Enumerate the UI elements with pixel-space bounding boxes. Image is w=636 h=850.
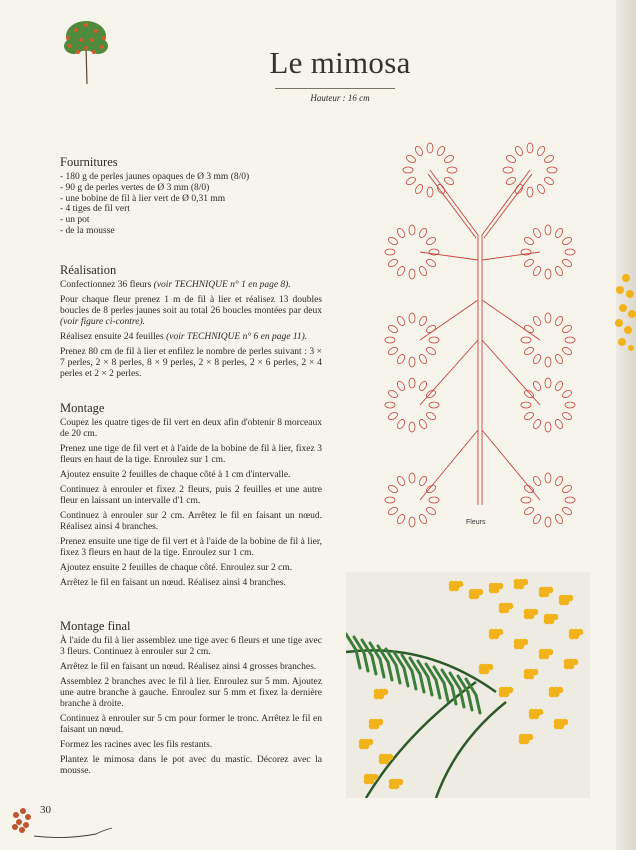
montage-heading: Montage	[60, 401, 105, 415]
page-title: Le mimosa	[269, 45, 411, 80]
paragraph: Prenez 80 cm de fil à lier et enfilez le nombre de perles suivant : 3 × 7 perles, 2 × 8 perles, 8 × 9 perles, 2 × 8 perles, 2 × 6 perles, 2 × 4 perles et 2 × 2 perles.	[60, 347, 322, 379]
flower-loop	[385, 313, 439, 367]
paragraph: Prenez ensuite une tige de fil vert et à l'aide de la bobine de fil à lier, fixez 3 fleurs en haut de la tige. Enroulez sur 1 cm.	[60, 537, 322, 558]
paragraph: Arrêtez le fil en faisant un nœud. Réalisez ainsi 4 branches.	[60, 578, 286, 588]
list-item: - de la mousse	[60, 225, 115, 236]
paragraph: Prenez une tige de fil vert et à l'aide de la bobine de fil à lier, fixez 3 fleurs en haut de la tige. Enroulez sur 1 cm.	[60, 444, 322, 465]
realisation-heading: Réalisation	[60, 263, 117, 277]
list-item: - une bobine de fil à lier vert de Ø 0,31 mm	[60, 193, 226, 204]
edge-mimosa-photo	[614, 268, 636, 358]
mimosa-tree-logo	[56, 16, 116, 86]
montage-final-heading: Montage final	[60, 619, 131, 633]
paragraph: Réalisez ensuite 24 feuilles	[60, 332, 167, 342]
mimosa-photo-image	[346, 572, 590, 798]
flower-loop	[385, 225, 439, 279]
flower-diagram	[380, 140, 580, 540]
page-number: 30	[40, 804, 51, 816]
paragraph: Ajoutez ensuite 2 feuilles de chaque côté. Enroulez sur 2 cm.	[60, 563, 293, 573]
paragraph: Confectionnez 36 fleurs	[60, 280, 154, 290]
flower-loop	[521, 378, 575, 432]
paragraph: À l'aide du fil à lier assemblez une tige avec 6 fleurs et une tige avec 3 fleurs. Continuez à enrouler sur 2 cm.	[60, 636, 322, 657]
flower-loop	[521, 225, 575, 279]
paragraph: Pour chaque fleur prenez 1 m de fil à lier et réalisez 13 doubles boucles de 8 perles jaunes soit au total 26 boucles montées par deux	[60, 295, 322, 316]
title-rule	[275, 88, 395, 89]
flower-loop	[385, 473, 439, 527]
flower-loop	[385, 378, 439, 432]
figure-label: Fleurs	[466, 519, 486, 526]
montage-text	[60, 418, 322, 593]
montage-final-text	[60, 636, 322, 781]
figure-reference: (voir figure ci-contre).	[60, 317, 146, 327]
list-item: - 90 g de perles vertes de Ø 3 mm (8/0)	[60, 182, 210, 193]
paragraph: Ajoutez ensuite 2 feuilles de chaque côté à 1 cm d'intervalle.	[60, 470, 291, 480]
list-item: - 180 g de perles jaunes opaques de Ø 3 mm (8/0)	[60, 172, 250, 182]
realisation-text	[60, 280, 322, 384]
paragraph: Formez les racines avec les fils restants.	[60, 740, 213, 750]
technique-reference: (voir TECHNIQUE n° 6 en page 11).	[166, 332, 308, 342]
paragraph: Continuez à enrouler sur 2 cm. Arrêtez le fil en faisant un nœud. Réalisez ainsi 4 branches.	[60, 511, 322, 532]
flower-loop	[521, 313, 575, 367]
footer-flourish	[34, 820, 114, 840]
list-item: - un pot	[60, 215, 90, 226]
fournitures-heading: Fournitures	[60, 155, 118, 169]
list-item: - 4 tiges de fil vert	[60, 204, 130, 215]
height-label: Hauteur : 16 cm	[310, 93, 370, 103]
mimosa-photo	[346, 572, 590, 798]
paragraph: Assemblez 2 branches avec le fil à lier. Enroulez sur 5 mm. Ajoutez une autre branche à gauche. Enroulez sur 5 mm et fixez la dernière branche à droite.	[60, 677, 322, 709]
paragraph: Coupez les quatre tiges de fil vert en deux afin d'obtenir 8 morceaux de 20 cm.	[60, 418, 322, 439]
paragraph: Continuez à enrouler et fixez 2 fleurs, puis 2 feuilles et une autre fleur en laissant un intervalle d'1 cm.	[60, 485, 322, 506]
paragraph: Arrêtez le fil en faisant un nœud. Réalisez ainsi 4 grosses branches.	[60, 662, 317, 672]
paragraph: Continuez à enrouler sur 5 cm pour former le tronc. Arrêtez le fil en faisant un nœud.	[60, 714, 322, 735]
technique-reference: (voir TECHNIQUE n° 1 en page 8).	[153, 280, 291, 290]
flower-loop	[521, 473, 575, 527]
page-edge	[616, 0, 636, 850]
paragraph: Plantez le mimosa dans le pot avec du mastic. Décorez avec la mousse.	[60, 755, 322, 776]
fournitures-list	[60, 172, 322, 237]
